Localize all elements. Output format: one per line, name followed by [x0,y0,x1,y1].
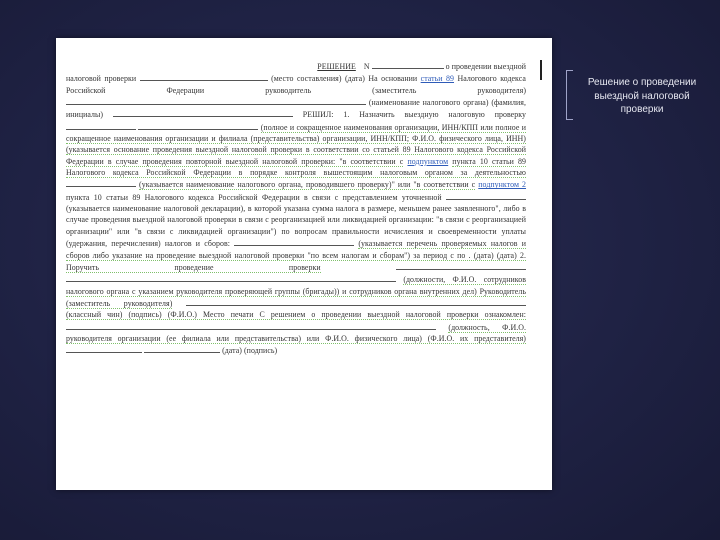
text-cursor [540,60,542,80]
text-p15: (дата) (подпись) [222,346,278,356]
blank-field [140,72,268,81]
text-p8: (указывается наименование налогового органа, проводившего проверку)" или "в соответствии с [139,180,476,190]
blank-field [186,297,526,306]
text-p14: (должность, Ф.И.О. руководителя организации (ее филиала или представительства) или Ф.И.О. физического лица) (Ф.И.О. их представителя) [66,322,526,343]
blank-field [66,178,136,187]
text-p7: пункта 10 статьи 89 Налогового кодекса Российской Федерации в порядке контроля вышестоящим налоговым органом за деятельностью [66,156,526,178]
link-article-89[interactable]: статьи 89 [420,74,455,84]
text-p9: пункта 10 статьи 89 Налогового кодекса Российской Федерации в связи с представлением уточненной [66,192,442,202]
blank-field [66,96,366,105]
blank-field [66,273,396,282]
text-p12: (должности, Ф.И.О. сотрудников налогового органа с указанием руководителя проверяющей группы (бригады)) и сотрудников органа внутренних дел) Руководитель (заместитель руководителя) [66,275,526,308]
document-page [56,38,552,490]
blank-field [396,261,526,270]
text-p4: (наименование налогового органа) (фамилия, инициалы) [66,98,527,120]
blank-field [446,191,526,200]
blank-field [113,108,293,117]
link-subparagraph-2[interactable]: подпунктом 2 [478,180,527,190]
number-sign: N [363,62,370,71]
slide-caption: Решение о проведении выездной налоговой проверки [587,77,697,115]
document-title: РЕШЕНИЕ [317,62,356,71]
text-p2: (место составления) (дата) На основании [271,74,418,84]
document-body [66,60,526,357]
title-rest: о проведении выездной [445,62,526,71]
link-subparagraph-1[interactable]: подпунктом [407,156,449,166]
text-p1: налоговой проверки [66,74,137,84]
text-p5: РЕШИЛ: 1. Назначить выездную налоговую проверку [302,110,526,120]
blank-field [138,121,258,130]
text-p11: (указывается перечень проверяемых налогов и сборов либо указание на проведение выездной налоговой проверки "по всем налогам и сборам") за период с по . (дата) (дата) 2. Поручить проведение проверки [66,239,527,272]
document-title-line [66,60,526,72]
blank-field [66,344,142,353]
paragraph-1 [66,72,526,356]
text-p13: (классный чин) (подпись) (Ф.И.О.) Место печати С решением о проведении выездной налоговой проверки ознакомлен: [66,310,526,320]
blank-field [144,344,220,353]
blank-field [66,121,136,130]
text-p10: (указывается наименование налоговой декларации), в которой указана сумма налога в размере, меньшем ранее заявленного", либо в случае проведения выездной налоговой проверки в связи с реорганизацией или ликвидацией организации: "в связи с реорганизацией организации" или "в связи с ликвидацией организации") по вопросам правильности исчисления и своевременности уплаты (удержания, перечисления) налогов и сборов: [66,204,526,249]
blank-field [234,237,354,246]
text-p6: (полное и сокращенное наименования организации, ИНН/КПП или полное и сокращенное наименования организации и филиала (представительства) организации, ИНН/КПП; Ф.И.О. физического лица, ИНН) (указывается основание проведения выездной налоговой проверки в соответствии со статьей 89 Налогового кодекса Российской Федерации в случае проведения повторной выездной налоговой проверки: "в соответствии с [66,122,527,166]
text-p3: Налогового кодекса Российской Федерации руководитель (заместитель руководителя) [66,74,526,95]
blank-field [372,60,444,69]
blank-field [66,321,436,330]
